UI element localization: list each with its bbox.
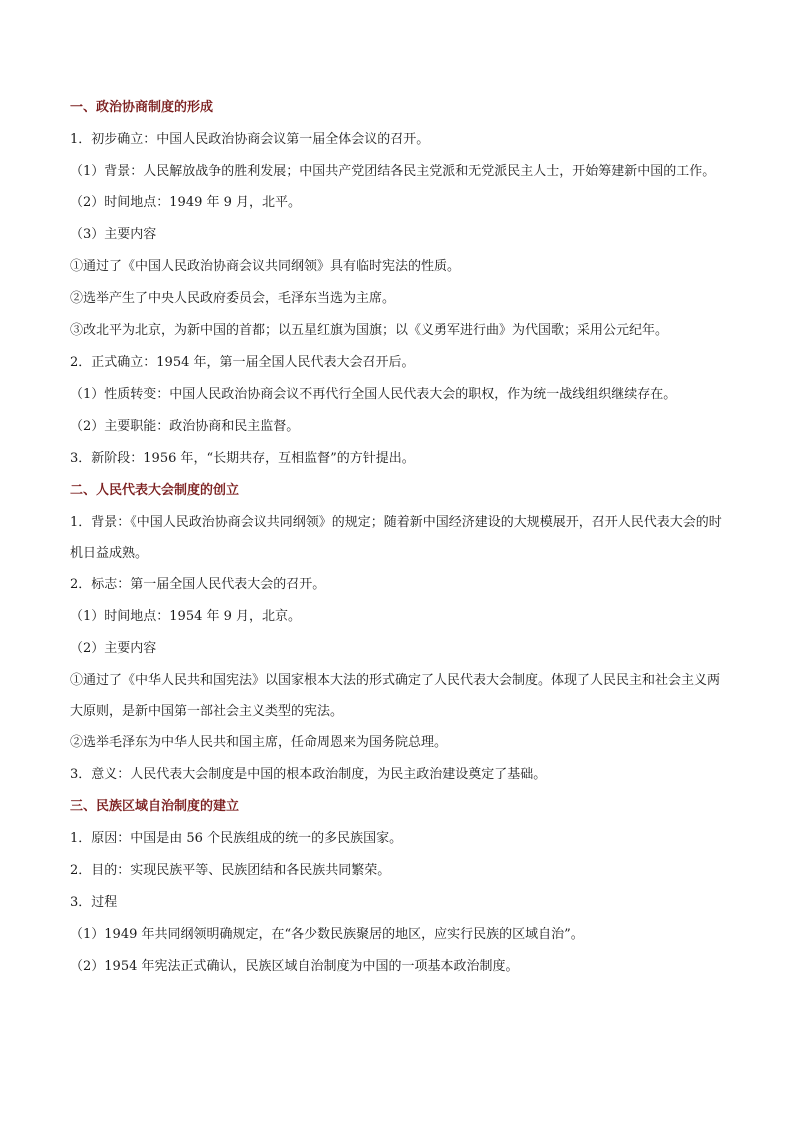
text-line: （1）背景：人民解放战争的胜利发展；中国共产党团结各民主党派和无党派民主人士，开始筹建新中国的工作。 [70, 164, 716, 179]
section-heading: 一、政治协商制度的形成 [70, 100, 214, 115]
text-line: （1）性质转变：中国人民政治协商会议不再代行全国人民代表大会的职权，作为统一战线组织继续存在。 [70, 387, 677, 402]
text-line: 3．过程 [70, 895, 118, 910]
text-line: （1）1949 年共同纲领明确规定，在“各少数民族聚居的地区，应实行民族的区域自治”。 [70, 927, 584, 942]
text-line: 3．意义：人民代表大会制度是中国的根本政治制度，为民主政治建设奠定了基础。 [70, 767, 547, 782]
text-line: 2．正式确立：1954 年，第一届全国人民代表大会召开后。 [70, 355, 415, 370]
text-line: ①通过了《中国人民政治协商会议共同纲领》具有临时宪法的性质。 [70, 259, 461, 274]
text-line: ②选举毛泽东为中华人民共和国主席，任命周恩来为国务院总理。 [70, 735, 448, 750]
text-line: （1）时间地点：1954 年 9 月，北京。 [70, 609, 302, 624]
text-line: 1．背景：《中国人民政治协商会议共同纲领》的规定；随着新中国经济建设的大规模展开，召开人民代表大会的时机日益成熟。 [70, 515, 722, 561]
document-content [70, 98, 730, 989]
text-line: ①通过了《中华人民共和国宪法》以国家根本大法的形式确定了人民代表大会制度。体现了人民民主和社会主义两大原则，是新中国第一部社会主义类型的宪法。 [70, 673, 721, 719]
text-line: ③改北平为北京，为新中国的首都；以五星红旗为国旗；以《义勇军进行曲》为代国歌；采用公元纪年。 [70, 323, 669, 338]
section-heading: 三、民族区域自治制度的建立 [70, 799, 240, 814]
text-line: （2）主要内容 [70, 641, 157, 656]
text-line: 3．新阶段：1956 年，“长期共存，互相监督”的方针提出。 [70, 451, 415, 466]
text-line: （2）时间地点：1949 年 9 月，北平。 [70, 195, 302, 210]
text-line: 2．标志：第一届全国人民代表大会的召开。 [70, 577, 326, 592]
section-heading: 二、人民代表大会制度的创立 [70, 483, 240, 498]
text-line: （2）主要职能：政治协商和民主监督。 [70, 419, 300, 434]
text-line: 1．原因：中国是由 56 个民族组成的统一的多民族国家。 [70, 831, 403, 846]
text-line: 2．目的：实现民族平等、民族团结和各民族共同繁荣。 [70, 863, 391, 878]
text-line: ②选举产生了中央人民政府委员会，毛泽东当选为主席。 [70, 291, 396, 306]
text-line: （3）主要内容 [70, 227, 157, 242]
text-line: （2）1954 年宪法正式确认，民族区域自治制度为中国的一项基本政治制度。 [70, 959, 519, 974]
text-line: 1．初步确立：中国人民政治协商会议第一届全体会议的召开。 [70, 132, 430, 147]
